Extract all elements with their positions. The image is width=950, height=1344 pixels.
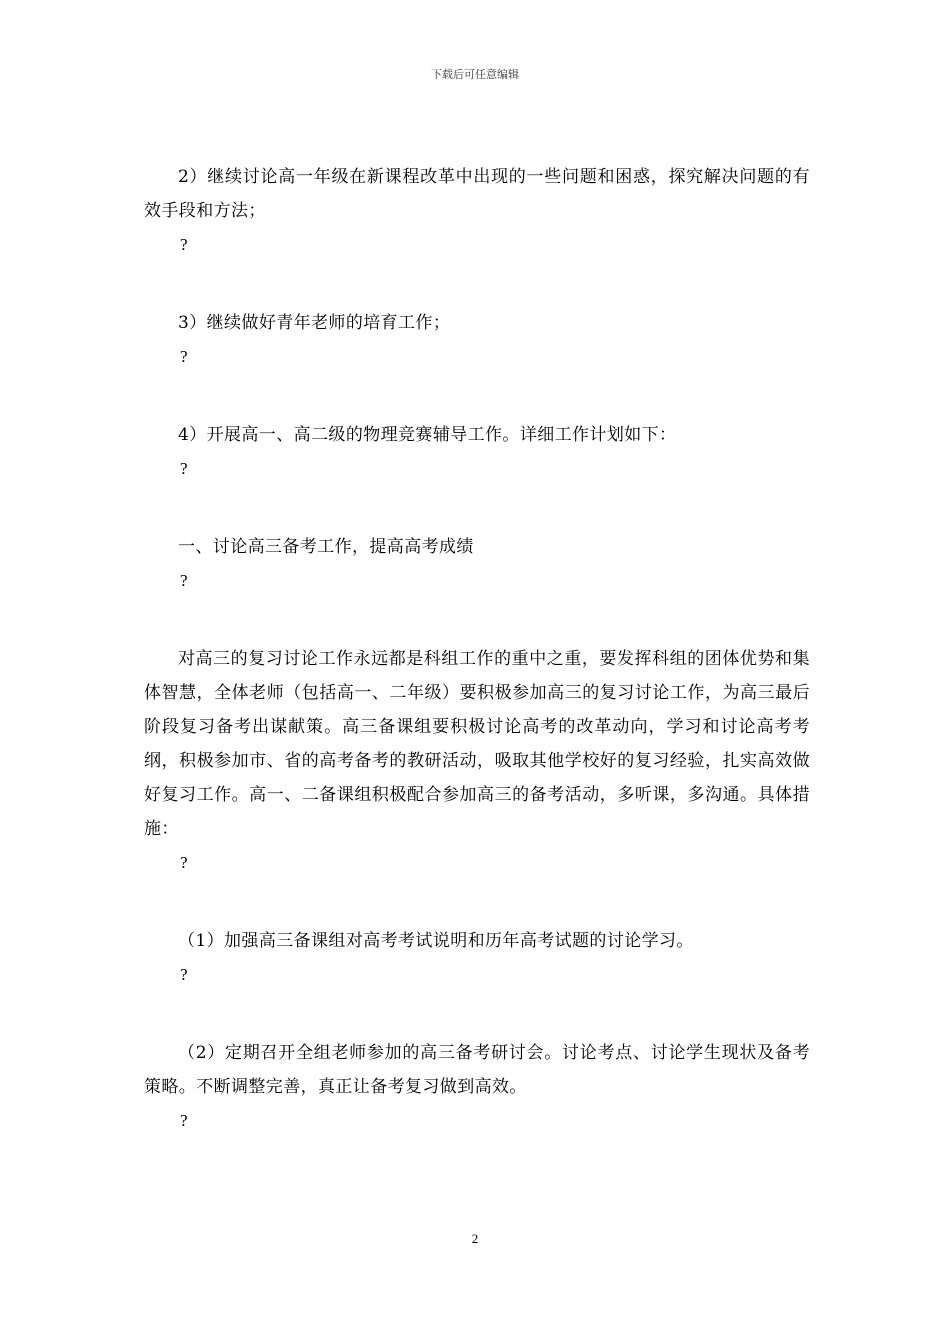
paragraph-item-3: 3）继续做好青年老师的培育工作； [178, 313, 451, 333]
placeholder-mark: ? [180, 1111, 188, 1130]
placeholder-mark: ? [180, 347, 188, 366]
placeholder-mark: ? [180, 459, 188, 478]
placeholder-mark: ? [180, 853, 188, 872]
document-body [144, 160, 810, 1182]
placeholder-mark: ? [180, 571, 188, 590]
paragraph-body: 对高三的复习讨论工作永远都是科组工作的重中之重，要发挥科组的团体优势和集体智慧，全体老师（包括高一、二年级）要积极参加高三的复习讨论工作，为高三最后阶段复习备考出谋献策。高三备课组要积极讨论高考的改革动向，学习和讨论高考考纲，积极参加市、省的高考备考的教研活动，吸取其他学校好的复习经验，扎实高效做好复习工作。高一、二备课组积极配合参加高三的备考活动，多听课，多沟通。具体措施： [144, 649, 810, 839]
section-heading-1: 一、讨论高三备考工作，提高高考成绩 [178, 537, 474, 557]
paragraph-item-4: 4）开展高一、高二级的物理竞赛辅导工作。详细工作计划如下： [178, 425, 677, 445]
placeholder-mark: ? [180, 235, 188, 254]
placeholder-mark: ? [180, 965, 188, 984]
page-number: 2 [471, 1231, 479, 1246]
page-header: 下载后可任意编辑 [431, 68, 519, 81]
measure-item-1: （1）加强高三备课组对高考考试说明和历年高考试题的讨论学习。 [178, 931, 694, 951]
measure-item-2: （2）定期召开全组老师参加的高三备考研讨会。讨论考点、讨论学生现状及备考策略。不断调整完善，真正让备考复习做到高效。 [144, 1043, 810, 1097]
paragraph-item-2: 2）继续讨论高一年级在新课程改革中出现的一些问题和困惑，探究解决问题的有效手段和方法； [144, 167, 810, 221]
